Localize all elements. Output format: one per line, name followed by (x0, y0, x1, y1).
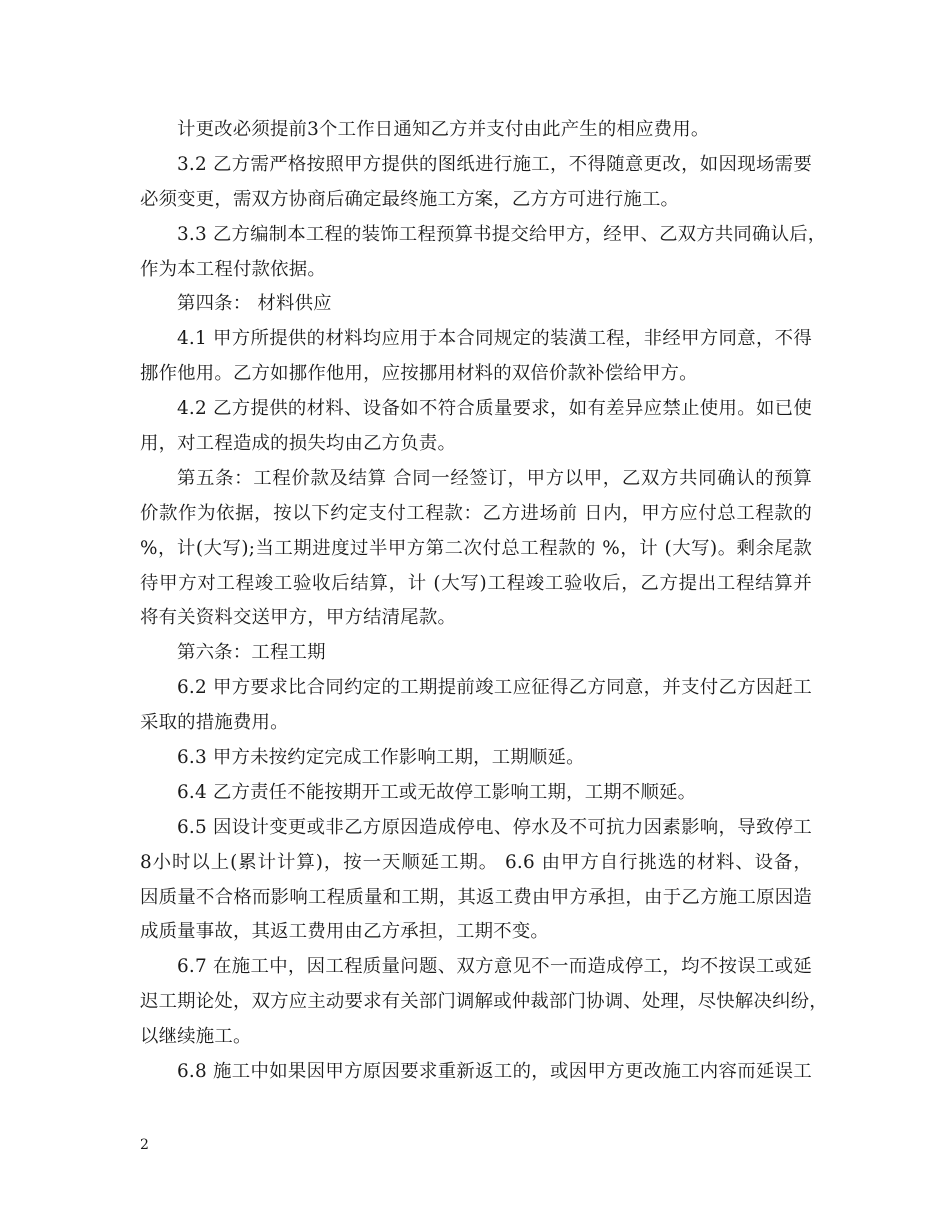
text-line: 计更改必须提前3个工作日通知乙方并支付由此产生的相应费用。 (177, 119, 710, 140)
text-line: 第六条：工程工期 (177, 642, 326, 664)
text-line: 4.2 乙方提供的材料、设备如不符合质量要求，如有差异应禁止使用。如已使 (177, 398, 812, 420)
text-line: 将有关资料交送甲方，甲方结清尾款。 (140, 607, 457, 629)
document-body (140, 113, 828, 1090)
text-line: 成质量事故，其返工费用由乙方承担，工期不变。 (140, 921, 549, 943)
text-line: 6.8 施工中如果因甲方原因要求重新返工的，或因甲方更改施工内容而延误工 (177, 1061, 812, 1083)
page-number: 2 (140, 1137, 149, 1153)
text-line: 待甲方对工程竣工验收后结算，计 (大写)工程竣工验收后，乙方提出工程结算并 (140, 572, 812, 594)
text-line: 价款作为依据，按以下约定支付工程款：乙方进场前 日内，甲方应付总工程款的 (140, 502, 812, 524)
text-line: 6.3 甲方未按约定完成工作影响工期，工期顺延。 (177, 747, 585, 769)
text-line: 因质量不合格而影响工程质量和工期，其返工费由甲方承担，由于乙方施工原因造 (140, 886, 812, 908)
text-line: 必须变更，需双方协商后确定最终施工方案，乙方方可进行施工。 (140, 188, 680, 210)
text-line: 迟工期论处，双方应主动要求有关部门调解或仲裁部门协调、处理，尽快解决纠纷， (140, 991, 828, 1013)
text-line: 挪作他用。乙方如挪作他用，应按挪用材料的双倍价款补偿给甲方。 (140, 363, 698, 385)
text-line: 第四条： 材料供应 (177, 293, 332, 315)
text-line: 3.2 乙方需严格按照甲方提供的图纸进行施工，不得随意更改，如因现场需要 (177, 153, 812, 175)
text-line: 4.1 甲方所提供的材料均应用于本合同规定的装潢工程，非经甲方同意，不得 (177, 328, 812, 350)
text-line: 6.2 甲方要求比合同约定的工期提前竣工应征得乙方同意，并支付乙方因赶工 (177, 677, 812, 699)
text-line: 作为本工程付款依据。 (140, 258, 326, 280)
text-line: 以继续施工。 (140, 1026, 252, 1048)
text-line: 6.7 在施工中，因工程质量问题、双方意见不一而造成停工，均不按误工或延 (177, 956, 812, 978)
text-line: 第五条：工程价款及结算 合同一经签订，甲方以甲，乙双方共同确认的预算 (177, 467, 812, 489)
text-line: 6.5 因设计变更或非乙方原因造成停电、停水及不可抗力因素影响，导致停工 (177, 816, 812, 838)
text-line: 6.4 乙方责任不能按期开工或无故停工影响工期，工期不顺延。 (177, 781, 697, 803)
text-line: %，计(大写);当工期进度过半甲方第二次付总工程款的 %，计 (大写)。剩余尾款 (140, 537, 812, 559)
text-line: 8小时以上(累计计算)，按一天顺延工期。 6.6 由甲方自行挑选的材料、设备， (140, 851, 812, 873)
text-line: 3.3 乙方编制本工程的装饰工程预算书提交给甲方，经甲、乙双方共同确认后， (177, 223, 827, 245)
text-line: 采取的措施费用。 (140, 712, 289, 734)
text-line: 用，对工程造成的损失均由乙方负责。 (140, 433, 457, 455)
